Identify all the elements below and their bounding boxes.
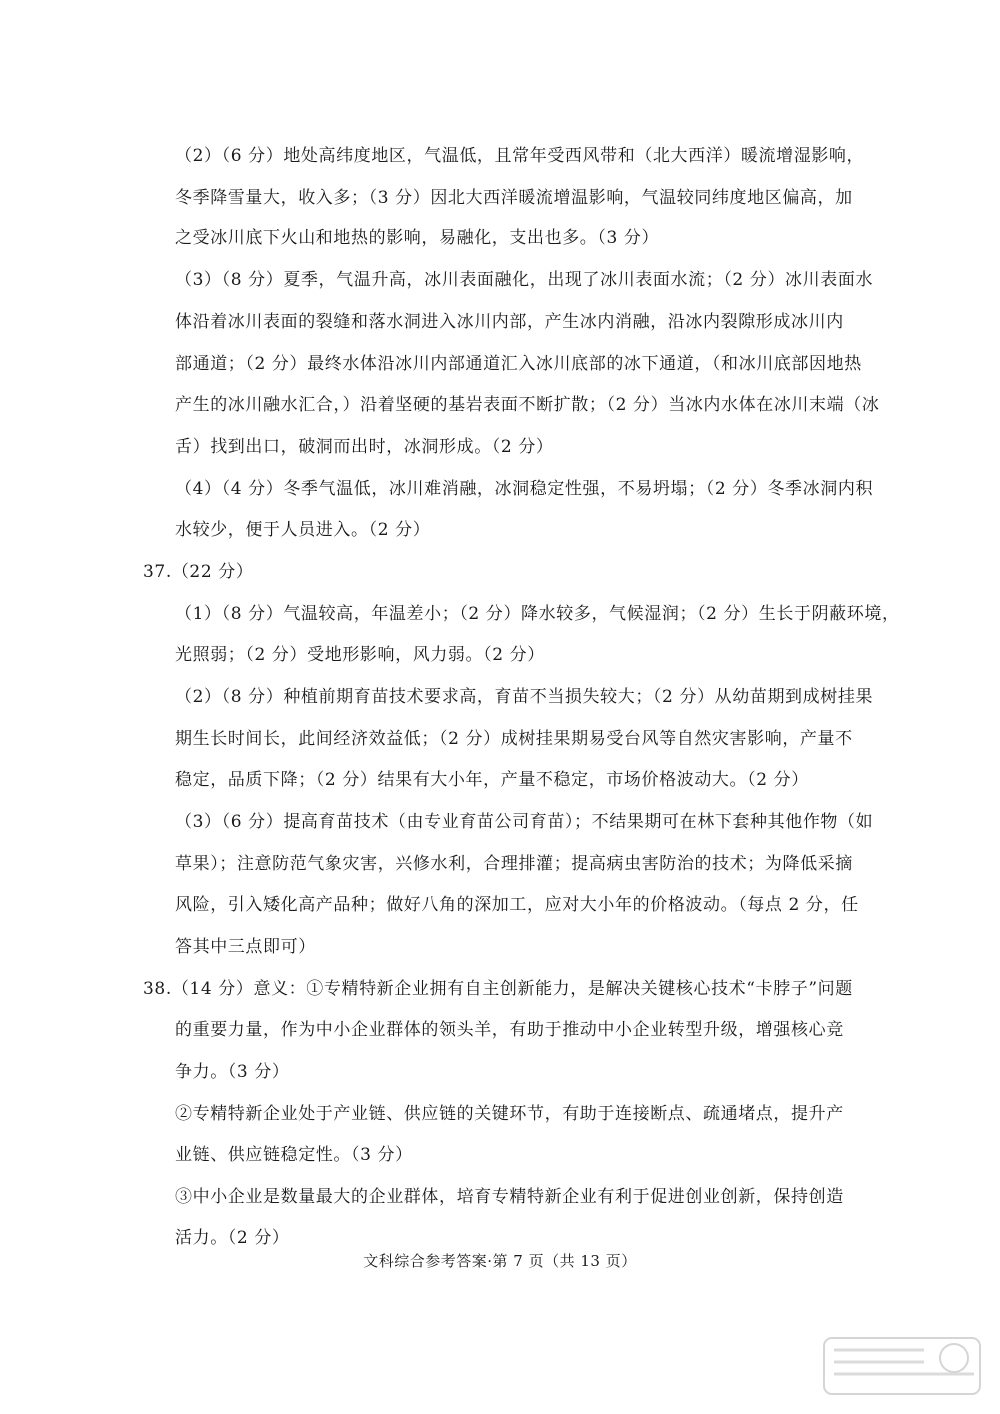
text-line: （4）（4 分）冬季气温低，冰川难消融，冰洞稳定性强，不易坍塌；（2 分）冬季冰洞内积 [175,479,874,499]
text-line: 业链、供应链稳定性。（3 分） [175,1145,413,1165]
text-line: 舌）找到出口，破洞而出时，冰洞形成。（2 分） [175,437,554,457]
text-line: 的重要力量，作为中小企业群体的领头羊，有助于推动中小企业转型升级，增强核心竞 [175,1020,844,1040]
text-line: 稳定，品质下降；（2 分）结果有大小年，产量不稳定，市场价格波动大。（2 分） [175,770,809,790]
text-line: （1）（8 分）气温较高，年温差小；（2 分）降水较多，气候湿润；（2 分）生长于阴蔽环境， [175,604,900,624]
text-line: 活力。（2 分） [175,1228,290,1248]
text-line: 期生长时间长，此间经济效益低；（2 分）成树挂果期易受台风等自然灾害影响，产量不 [175,729,853,749]
text-line: 草果）；注意防范气象灾害，兴修水利，合理排灌；提高病虫害防治的技术；为降低采摘 [175,854,853,874]
text-line: 水较少，便于人员进入。（2 分） [175,520,431,540]
watermark-logo [822,1336,982,1396]
text-line: 冬季降雪量大，收入多；（3 分）因北大西洋暖流增温影响，气温较同纬度地区偏高，加 [175,188,853,208]
text-line: ②专精特新企业处于产业链、供应链的关键环节，有助于连接断点、疏通堵点，提升产 [175,1104,844,1124]
text-line: 风险，引入矮化高产品种；做好八角的深加工，应对大小年的价格波动。（每点 2 分，任 [175,895,859,915]
text-line: （3）（8 分）夏季，气温升高，冰川表面融化，出现了冰川表面水流；（2 分）冰川表面水 [175,270,874,290]
text-line: 之受冰川底下火山和地热的影响，易融化，支出也多。（3 分） [175,228,660,248]
text-line: 部通道；（2 分）最终水体沿冰川内部通道汇入冰川底部的冰下通道，（和冰川底部因地热 [175,354,862,374]
text-line: 光照弱；（2 分）受地形影响，风力弱。（2 分） [175,645,545,665]
question-number: 37.（22 分） [143,562,254,582]
text-line: （2）（6 分）地处高纬度地区，气温低，且常年受西风带和（北大西洋）暖流增湿影响， [175,146,865,166]
text-line: 体沿着冰川表面的裂缝和落水洞进入冰川内部，产生冰内消融，沿冰内裂隙形成冰川内 [175,312,844,332]
text-line: 争力。（3 分） [175,1062,290,1082]
text-line: 产生的冰川融水汇合，）沿着坚硬的基岩表面不断扩散；（2 分）当冰内水体在冰川末端（冰 [175,395,880,415]
text-line: （3）（6 分）提高育苗技术（由专业育苗公司育苗）；不结果期可在林下套种其他作物（如 [175,812,874,832]
page-footer: 文科综合参考答案·第 7 页（共 13 页） [363,1252,637,1270]
text-line: （2）（8 分）种植前期育苗技术要求高，育苗不当损失较大；（2 分）从幼苗期到成树挂果 [175,687,874,707]
text-line: ③中小企业是数量最大的企业群体，培育专精特新企业有利于促进创业创新，保持创造 [175,1187,844,1207]
text-line: 答其中三点即可） [175,937,316,957]
question-number: 38.（14 分）意义：①专精特新企业拥有自主创新能力，是解决关键核心技术“卡脖子”问题 [143,979,853,999]
